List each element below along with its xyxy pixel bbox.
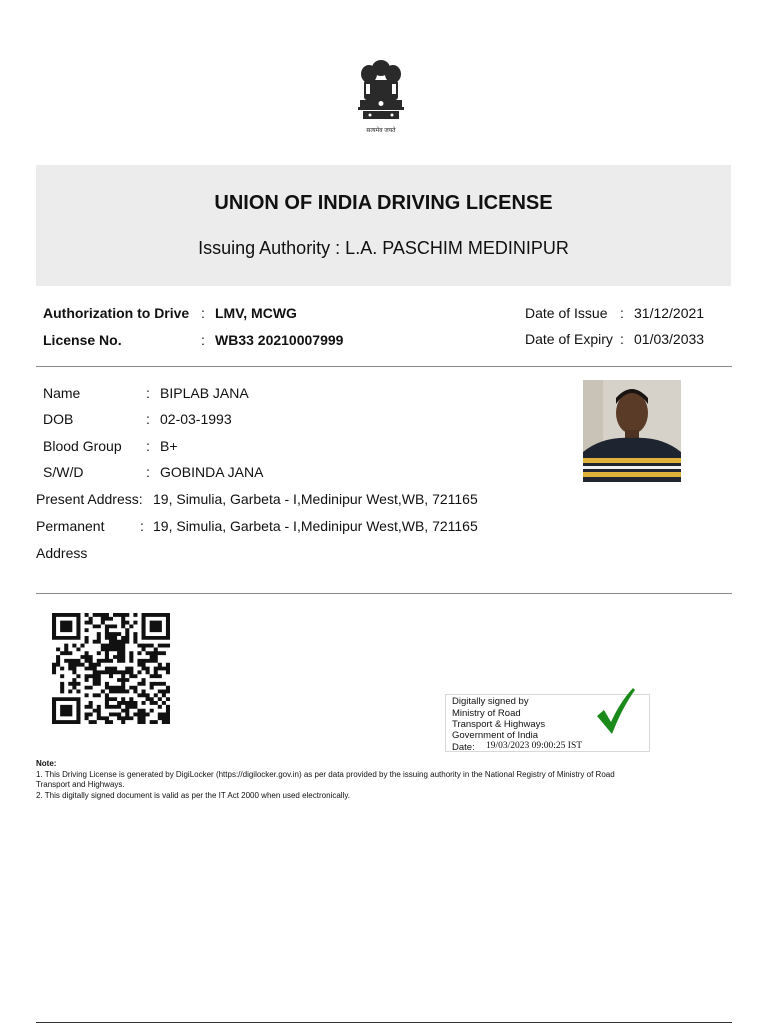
footer-rule bbox=[36, 1022, 732, 1023]
note-heading: Note: bbox=[36, 759, 57, 768]
expiry-separator: : bbox=[620, 331, 624, 347]
document-title: UNION OF INDIA DRIVING LICENSE bbox=[214, 192, 553, 214]
signature-date-label: Date: bbox=[452, 742, 475, 753]
verified-check-icon bbox=[594, 686, 636, 736]
signature-line-2: Ministry of Road bbox=[452, 708, 521, 719]
note-line-2: 2. This digitally signed document is valid as per the IT Act 2000 when used electronically. bbox=[36, 791, 350, 800]
signature-date-value: 19/03/2023 09:00:25 IST bbox=[486, 741, 583, 751]
date-of-expiry-label: Date of Expiry bbox=[525, 331, 613, 347]
date-of-expiry-value: 01/03/2033 bbox=[634, 331, 705, 347]
permanent-address-separator: : bbox=[140, 518, 144, 534]
header-band bbox=[36, 165, 731, 286]
qr-modules bbox=[52, 613, 170, 724]
permanent-address-label: Permanent bbox=[36, 518, 105, 534]
swd-value: GOBINDA JANA bbox=[160, 464, 264, 480]
note-line-1-cont: Transport and Highways. bbox=[36, 780, 125, 789]
present-address-label: Present Address: bbox=[36, 491, 143, 507]
date-of-issue-value: 31/12/2021 bbox=[634, 305, 705, 321]
name-value: BIPLAB JANA bbox=[160, 385, 249, 401]
date-of-issue-label: Date of Issue bbox=[525, 305, 608, 321]
name-label: Name bbox=[43, 385, 81, 401]
dob-label: DOB bbox=[43, 411, 74, 427]
swd-separator: : bbox=[146, 464, 150, 480]
qr-code bbox=[52, 613, 170, 724]
signature-line-4: Government of India bbox=[452, 730, 539, 741]
dob-separator: : bbox=[146, 411, 150, 427]
auth-to-drive-label: Authorization to Drive bbox=[43, 305, 190, 321]
auth-separator: : bbox=[201, 305, 205, 321]
permanent-address-value: 19, Simulia, Garbeta - I,Medinipur West,WB, 721165 bbox=[153, 518, 478, 534]
name-separator: : bbox=[146, 385, 150, 401]
person-photo-icon bbox=[583, 380, 681, 482]
blood-group-value: B+ bbox=[160, 438, 178, 454]
emblem-motto: सत्यमेव जयते bbox=[366, 128, 396, 134]
auth-to-drive-value: LMV, MCWG bbox=[215, 305, 297, 321]
issuing-authority: Issuing Authority : L.A. PASCHIM MEDINIPUR bbox=[198, 238, 569, 258]
issue-separator: : bbox=[620, 305, 624, 321]
dob-value: 02-03-1993 bbox=[160, 411, 232, 427]
signature-line-1: Digitally signed by bbox=[452, 696, 529, 707]
blood-group-separator: : bbox=[146, 438, 150, 454]
divider bbox=[36, 366, 732, 367]
divider bbox=[36, 593, 732, 594]
permanent-address-label-cont: Address bbox=[36, 545, 88, 561]
license-no-value: WB33 20210007999 bbox=[215, 332, 344, 348]
note-line-1: 1. This Driving License is generated by DigiLocker (https://digilocker.gov.in) as per data provided by the issuing authority in the National Registry of Ministry of Road bbox=[36, 770, 615, 779]
present-address-value: 19, Simulia, Garbeta - I,Medinipur West,WB, 721165 bbox=[153, 491, 478, 507]
holder-photo bbox=[583, 380, 681, 482]
blood-group-label: Blood Group bbox=[43, 438, 122, 454]
license-separator: : bbox=[201, 332, 205, 348]
license-no-label: License No. bbox=[43, 332, 122, 348]
signature-line-3: Transport & Highways bbox=[452, 719, 546, 730]
swd-label: S/W/D bbox=[43, 464, 84, 480]
